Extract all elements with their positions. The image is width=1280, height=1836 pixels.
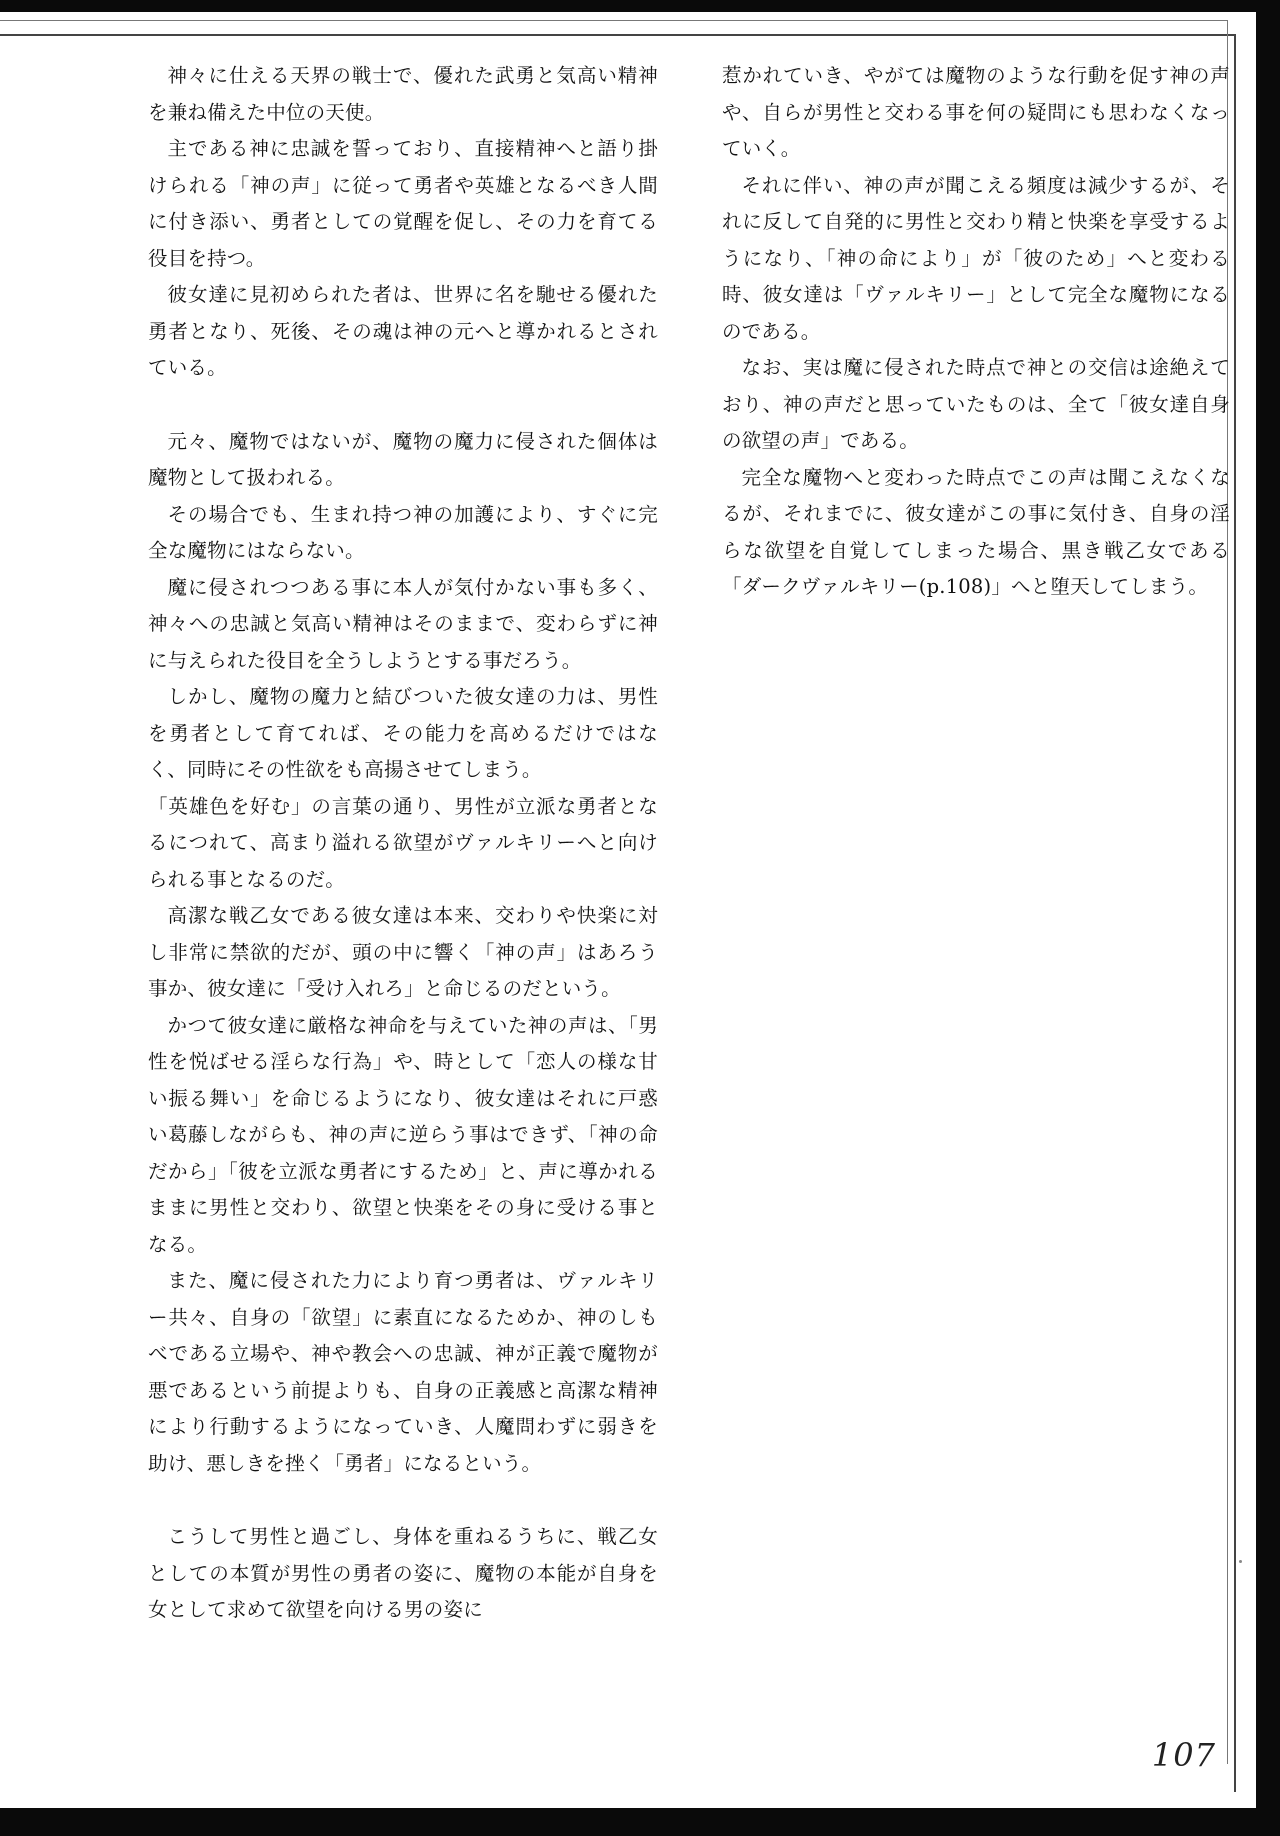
paragraph: それに伴い、神の声が聞こえる頻度は減少するが、それに反して自発的に男性と交わり精と快楽を享受するようになり、「神の命により」が「彼のため」へと変わる時、彼女達は「ヴァルキリー」として完全な魔物になるのである。 — [722, 173, 1230, 343]
document-page — [0, 12, 1256, 1808]
paragraph: 魔に侵されつつある事に本人が気付かない事も多く、神々への忠誠と気高い精神はそのままで、変わらずに神に与えられた役目を全うしようとする事だろう。 — [148, 575, 658, 672]
paragraph-gap — [148, 387, 658, 424]
paragraph: 「英雄色を好む」の言葉の通り、男性が立派な勇者となるにつれて、高まり溢れる欲望がヴァルキリーへと向けられる事となるのだ。 — [148, 794, 658, 891]
left-text-column — [148, 58, 658, 1629]
paragraph: 高潔な戦乙女である彼女達は本来、交わりや快楽に対し非常に禁欲的だが、頭の中に響く「神の声」はあろう事か、彼女達に「受け入れろ」と命じるのだという。 — [148, 904, 658, 1000]
paragraph: 彼女達に見初められた者は、世界に名を馳せる優れた勇者となり、死後、その魂は神の元へと導かれるとされている。 — [148, 283, 658, 379]
paragraph: なお、実は魔に侵された時点で神との交信は途絶えており、神の声だと思っていたものは、全て「彼女達自身の欲望の声」である。 — [722, 356, 1230, 452]
paragraph: 惹かれていき、やがては魔物のような行動を促す神の声や、自らが男性と交わる事を何の疑問にも思わなくなっていく。 — [722, 64, 1230, 160]
paragraph: また、魔に侵された力により育つ勇者は、ヴァルキリー共々、自身の「欲望」に素直になるためか、神のしもべである立場や、神や教会への忠誠、神が正義で魔物が悪であるという前提よりも、自身の正義感と高潔な精神により行動するようになっていき、人魔問わずに弱きを助け、悪しきを挫く「勇者」になるという。 — [148, 1269, 658, 1475]
paragraph: 完全な魔物へと変わった時点でこの声は聞こえなくなるが、それまでに、彼女達がこの事に気付き、自身の淫らな欲望を自覚してしまった場合、黒き戦乙女である「ダークヴァルキリー(p.108)」へと堕天してしまう。 — [722, 465, 1230, 598]
paragraph: 主である神に忠誠を誓っており、直接精神へと語り掛けられる「神の声」に従って勇者や英雄となるべき人間に付き添い、勇者としての覚醒を促し、その力を育てる役目を持つ。 — [148, 137, 658, 270]
page-number: 107 — [1151, 1736, 1216, 1774]
paragraph: かつて彼女達に厳格な神命を与えていた神の声は、「男性を悦ばせる淫らな行為」や、時として「恋人の様な甘い振る舞い」を命じるようになり、彼女達はそれに戸惑い葛藤しながらも、神の声に逆らう事はできず、「神の命だから」「彼を立派な勇者にするため」と、声に導かれるままに男性と交わり、欲望と快楽をその身に受ける事となる。 — [148, 1013, 658, 1256]
paragraph: 元々、魔物ではないが、魔物の魔力に侵された個体は魔物として扱われる。 — [148, 429, 658, 489]
paragraph: しかし、魔物の魔力と結びついた彼女達の力は、男性を勇者として育てれば、その能力を高めるだけではなく、同時にその性欲をも高揚させてしまう。 — [148, 685, 658, 781]
paragraph: 神々に仕える天界の戦士で、優れた武勇と気高い精神を兼ね備えた中位の天使。 — [148, 64, 658, 124]
scan-speck — [1239, 1560, 1242, 1563]
paragraph: こうして男性と過ごし、身体を重ねるうちに、戦乙女としての本質が男性の勇者の姿に、魔物の本能が自身を女として求めて欲望を向ける男の姿に — [148, 1525, 658, 1621]
paragraph: その場合でも、生まれ持つ神の加護により、すぐに完全な魔物にはならない。 — [148, 502, 658, 562]
right-text-column — [722, 58, 1230, 606]
paragraph-gap — [148, 1482, 658, 1519]
